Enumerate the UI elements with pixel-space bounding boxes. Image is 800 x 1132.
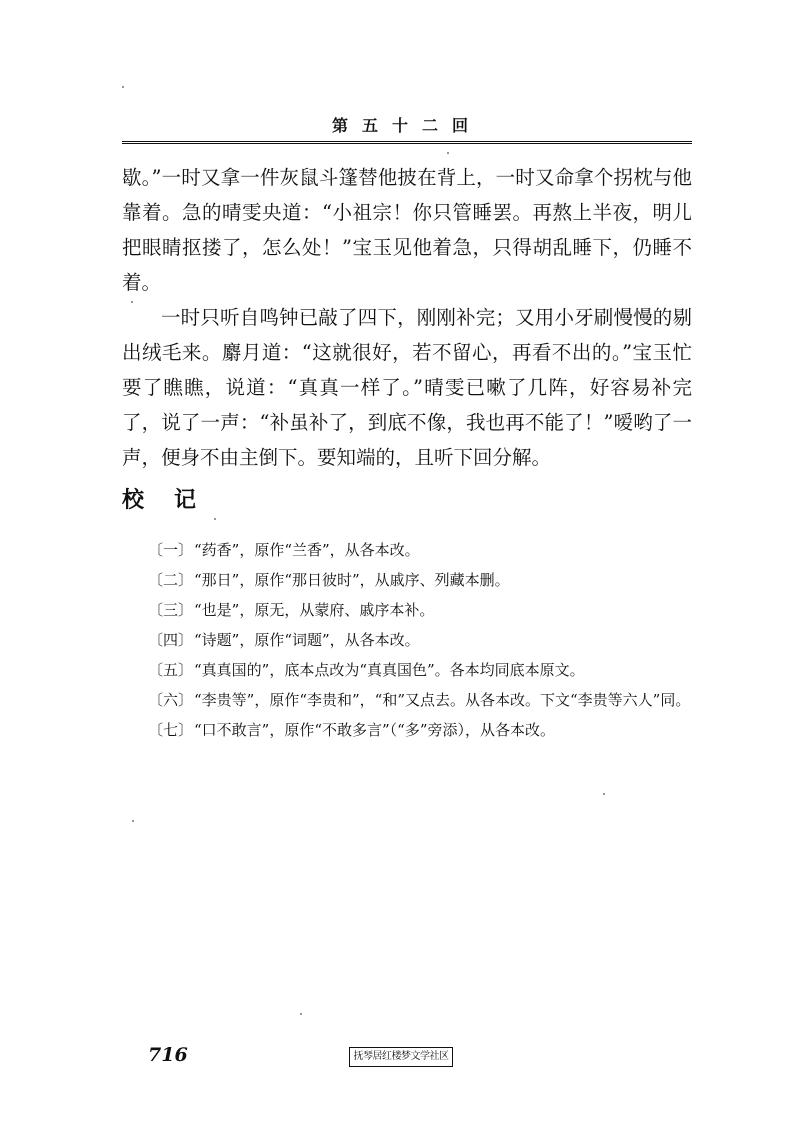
note-item bbox=[122, 625, 697, 655]
note-item bbox=[122, 715, 697, 745]
main-text bbox=[122, 160, 692, 475]
scan-speck bbox=[131, 301, 133, 303]
note-text: “那日”，原作“那日彼时”，从戚序、列藏本删。 bbox=[194, 571, 510, 589]
note-item bbox=[122, 655, 697, 685]
scan-speck bbox=[132, 820, 134, 822]
scan-speck bbox=[122, 86, 124, 88]
page-number: 716 bbox=[148, 1044, 188, 1066]
note-number: 〔七〕 bbox=[148, 721, 194, 739]
note-text: “李贵等”，原作“李贵和”，“和”又点去。从各本改。下文“李贵等六人”同。 bbox=[194, 691, 691, 709]
scan-speck bbox=[447, 152, 449, 154]
scan-speck bbox=[603, 793, 605, 795]
note-text: “真真国的”，底本点改为“真真国色”。各本均同底本原文。 bbox=[194, 661, 585, 679]
note-number: 〔六〕 bbox=[148, 691, 194, 709]
note-item bbox=[122, 685, 697, 715]
running-head: 第五十二回 bbox=[331, 116, 482, 135]
note-number: 〔五〕 bbox=[148, 661, 194, 679]
note-item bbox=[122, 595, 697, 625]
scan-speck bbox=[300, 1013, 302, 1015]
header-rule bbox=[122, 141, 692, 144]
note-number: 〔四〕 bbox=[148, 631, 194, 649]
note-text: “口不敢言”，原作“不敢多言”（“多”旁添），从各本改。 bbox=[194, 721, 556, 739]
note-text: “药香”，原作“兰香”，从各本改。 bbox=[194, 541, 420, 559]
note-number: 〔二〕 bbox=[148, 571, 194, 589]
note-item bbox=[122, 535, 697, 565]
paragraph-2: 一时只听自鸣钟已敲了四下，刚刚补完；又用小牙刷慢慢的剔出绒毛来。麝月道：“这就很好，若不留心，再看不出的。”宝玉忙要了瞧瞧，说道：“真真一样了。”晴雯已嗽了几阵，好容易补完了，说了一声：“补虽补了，到底不像，我也再不能了！”嗳哟了一声，便身不由主倒下。要知端的，且听下回分解。 bbox=[122, 306, 692, 469]
note-item bbox=[122, 565, 697, 595]
note-number: 〔一〕 bbox=[148, 541, 194, 559]
watermark-stamp: 抚琴居红楼梦文学社区 bbox=[349, 1047, 453, 1067]
scan-speck bbox=[214, 518, 216, 520]
note-text: “诗题”，原作“词题”，从各本改。 bbox=[194, 631, 420, 649]
paragraph-1: 歇。”一时又拿一件灰鼠斗篷替他披在背上，一时又命拿个拐枕与他靠着。急的晴雯央道：“小祖宗！你只管睡罢。再熬上半夜，明儿把眼睛抠搂了，怎么处！”宝玉见他着急，只得胡乱睡下，仍睡不着。 bbox=[122, 166, 692, 294]
note-number: 〔三〕 bbox=[148, 601, 194, 619]
note-text: “也是”，原无，从蒙府、戚序本补。 bbox=[194, 601, 435, 619]
section-title: 校记 bbox=[122, 487, 227, 513]
collation-notes bbox=[122, 535, 697, 745]
